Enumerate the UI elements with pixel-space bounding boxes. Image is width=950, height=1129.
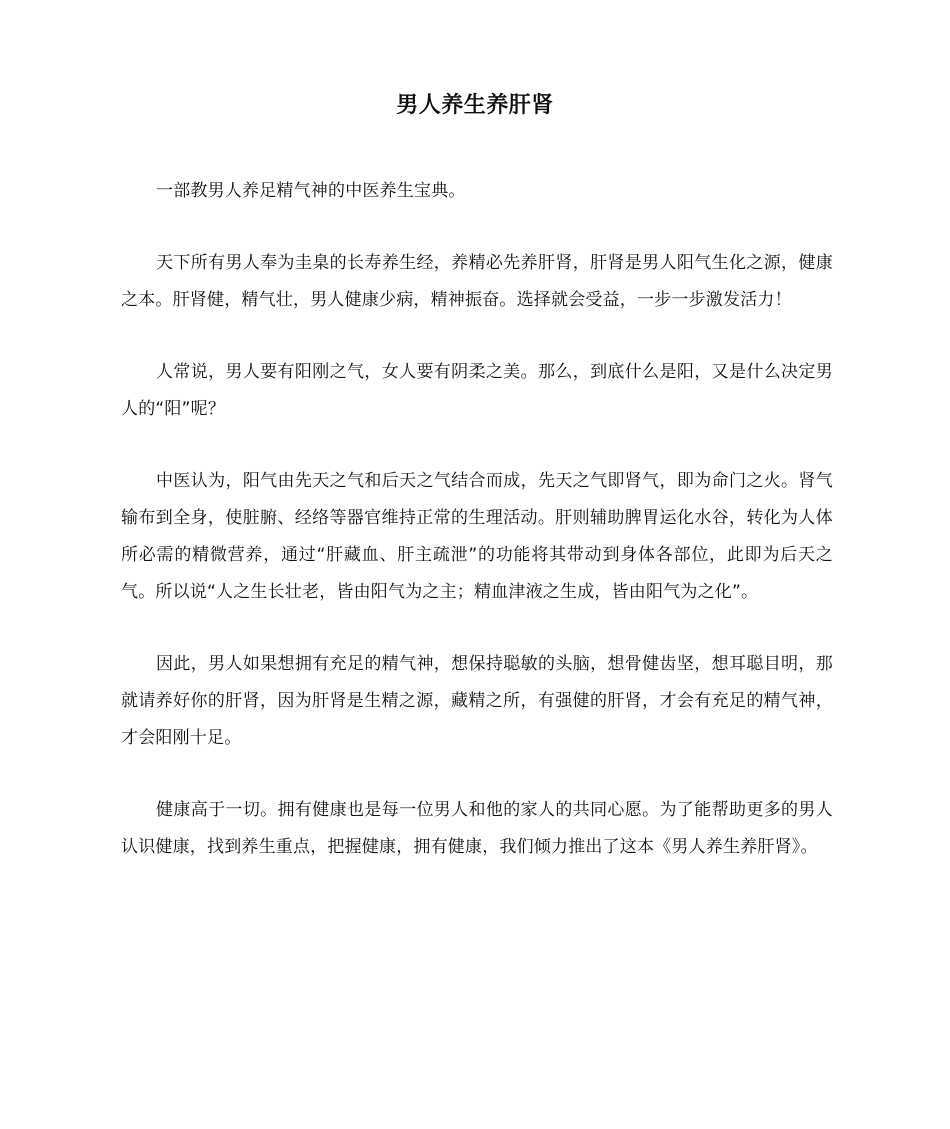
paragraph-health-above-all: 健康高于一切。拥有健康也是每一位男人和他的家人的共同心愿。为了能帮助更多的男人认识健康，找到养生重点，把握健康，拥有健康，我们倾力推出了这本《男人养生养肝肾》。 bbox=[121, 800, 833, 857]
paragraph-intro: 一部教男人养足精气神的中医养生宝典。 bbox=[156, 181, 466, 201]
document-body bbox=[121, 173, 833, 901]
paragraph-longevity: 天下所有男人奉为圭臬的长寿养生经，养精必先养肝肾，肝肾是男人阳气生化之源，健康之本。肝肾健，精气壮，男人健康少病，精神振奋。选择就会受益，一步一步激发活力！ bbox=[121, 253, 833, 310]
paragraph-therefore: 因此，男人如果想拥有充足的精气神，想保持聪敏的头脑，想骨健齿坚，想耳聪目明，那就请养好你的肝肾，因为肝肾是生精之源，藏精之所，有强健的肝肾，才会有充足的精气神，才会阳刚十足。 bbox=[121, 654, 833, 748]
paragraph-yang-question: 人常说，男人要有阳刚之气，女人要有阴柔之美。那么，到底什么是阳，又是什么决定男人的“阳”呢？ bbox=[121, 362, 833, 419]
document-title: 男人养生养肝肾 bbox=[396, 93, 554, 118]
paragraph-tcm-theory: 中医认为，阳气由先天之气和后天之气结合而成，先天之气即肾气，即为命门之火。肾气输布到全身，使脏腑、经络等器官维持正常的生理活动。肝则辅助脾胃运化水谷，转化为人体所必需的精微营养，通过“肝藏血、肝主疏泄”的功能将其带动到身体各部位，此即为后天之气。所以说“人之生长壮老，皆由阳气为之主；精血津液之生成，皆由阳气为之化”。 bbox=[121, 471, 833, 602]
